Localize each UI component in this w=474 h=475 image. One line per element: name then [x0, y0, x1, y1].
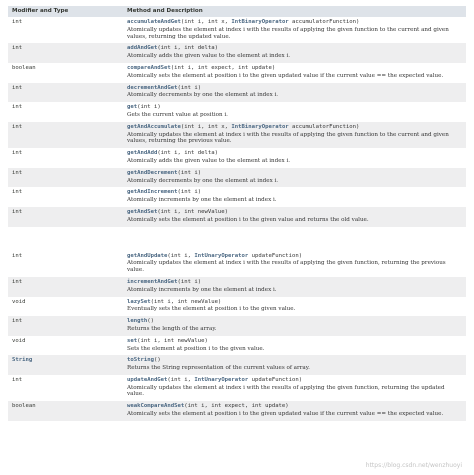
- method-cell: [123, 148, 466, 168]
- method-params: (int i, int expect, int update): [170, 64, 276, 71]
- return-type-cell: [8, 375, 123, 401]
- method-row: [8, 102, 466, 122]
- method-cell: [123, 122, 466, 148]
- method-name-link[interactable]: get: [127, 104, 138, 111]
- method-name-link[interactable]: getAndAccumulate: [127, 123, 181, 130]
- return-type: int: [12, 208, 23, 215]
- method-signature: [127, 104, 462, 111]
- method-signature: [127, 170, 462, 177]
- method-name-link[interactable]: getAndAdd: [127, 150, 158, 157]
- method-row: [8, 187, 466, 207]
- header-modifier-type: Modifier and Type: [8, 6, 123, 17]
- method-row: [8, 297, 466, 317]
- method-description: Atomically updates the element at index i with the results of applying the given function, returning the previous value.: [127, 260, 446, 274]
- method-description: Atomically adds the given value to the element at index i.: [127, 157, 291, 164]
- return-type: int: [12, 19, 23, 25]
- return-type-cell: [8, 207, 123, 227]
- return-type-cell: [8, 187, 123, 207]
- method-row: [8, 17, 466, 43]
- return-type-cell: [8, 122, 123, 148]
- method-description: Atomically sets the element at position i to the given updated value if the current value == the expected value.: [127, 411, 444, 418]
- return-type: int: [12, 189, 23, 196]
- method-cell: [123, 102, 466, 122]
- method-description: Atomically adds the given value to the element at index i.: [127, 53, 291, 60]
- method-params-rest: updateFunction): [248, 376, 303, 383]
- return-type-cell: [8, 316, 123, 336]
- method-cell: [123, 297, 466, 317]
- method-cell: [123, 277, 466, 297]
- return-type-cell: [8, 83, 123, 103]
- method-cell: [123, 168, 466, 188]
- return-type: int: [12, 84, 23, 91]
- method-name-link[interactable]: decrementAndGet: [127, 84, 178, 91]
- param-type-link[interactable]: IntUnaryOperator: [194, 252, 249, 259]
- method-cell: [123, 336, 466, 356]
- method-description: Eventually sets the element at position i to the given value.: [127, 306, 296, 313]
- method-signature: [127, 318, 462, 325]
- method-params: (int i, int delta): [157, 150, 218, 157]
- method-signature: [127, 124, 462, 131]
- method-row: [8, 83, 466, 103]
- method-signature: [127, 65, 462, 72]
- return-type-cell: [8, 355, 123, 375]
- method-description: Atomically increments by one the element at index i.: [127, 286, 277, 293]
- method-cell: [123, 227, 466, 277]
- method-name-link[interactable]: weakCompareAndSet: [127, 403, 185, 410]
- method-cell: [123, 355, 466, 375]
- method-row: [8, 375, 466, 401]
- method-params-rest: updateFunction): [248, 252, 303, 259]
- method-name-link[interactable]: updateAndGet: [127, 376, 168, 383]
- method-params: (int i): [177, 84, 202, 91]
- method-name-link[interactable]: set: [127, 337, 138, 344]
- method-name-link[interactable]: addAndGet: [127, 45, 158, 52]
- method-description: Atomically updates the element at index i with the results of applying the given function to the current and given values, returning the previous value.: [127, 131, 449, 145]
- return-type-cell: [8, 43, 123, 63]
- method-params: (int i): [177, 278, 202, 285]
- param-type-link[interactable]: IntUnaryOperator: [194, 376, 249, 383]
- method-params: (int i, int x,: [180, 123, 232, 130]
- method-name-link[interactable]: getAndDecrement: [127, 169, 178, 176]
- method-signature: [127, 209, 462, 216]
- return-type: int: [12, 45, 23, 52]
- method-signature: [127, 403, 462, 410]
- return-type-cell: [8, 401, 123, 421]
- return-type: int: [12, 123, 23, 130]
- return-type-cell: [8, 336, 123, 356]
- method-cell: [123, 63, 466, 83]
- method-description: Returns the length of the array.: [127, 325, 217, 332]
- return-type: int: [12, 252, 23, 259]
- method-params: (int i): [137, 104, 161, 111]
- method-signature: [127, 253, 462, 260]
- return-type: void: [12, 337, 26, 344]
- return-type: boolean: [12, 403, 36, 410]
- method-name-link[interactable]: getAndUpdate: [127, 252, 168, 259]
- param-type-link[interactable]: IntBinaryOperator: [231, 19, 289, 25]
- return-type-cell: [8, 227, 123, 277]
- return-type-cell: [8, 168, 123, 188]
- method-params: (int i): [177, 169, 202, 176]
- method-cell: [123, 17, 466, 43]
- method-summary-table: [8, 6, 466, 421]
- method-params: (int i, int newValue): [157, 208, 229, 215]
- method-row: [8, 336, 466, 356]
- method-cell: [123, 43, 466, 63]
- return-type-cell: [8, 148, 123, 168]
- method-row: [8, 168, 466, 188]
- method-params: (int i, int expect, int update): [184, 403, 289, 410]
- method-signature: [127, 279, 462, 286]
- method-row: [8, 148, 466, 168]
- method-description: Atomically decrements by one the element at index i.: [127, 177, 279, 184]
- param-type-link[interactable]: IntBinaryOperator: [231, 123, 289, 130]
- method-name-link[interactable]: getAndSet: [127, 208, 158, 215]
- method-params: (): [147, 318, 154, 325]
- method-description: Atomically decrements by one the element at index i.: [127, 92, 279, 99]
- method-cell: [123, 207, 466, 227]
- method-params-rest: accumulatorFunction): [288, 19, 360, 25]
- method-row: [8, 227, 466, 277]
- method-params: (int i, int delta): [157, 45, 218, 52]
- return-type-link[interactable]: String: [12, 357, 33, 364]
- return-type: int: [12, 278, 23, 285]
- method-params: (int i,: [167, 376, 195, 383]
- method-params: (): [153, 357, 161, 364]
- return-type-cell: [8, 102, 123, 122]
- method-params-rest: accumulatorFunction): [288, 123, 360, 130]
- method-params: (int i,: [167, 252, 195, 259]
- method-signature: [127, 338, 462, 345]
- method-signature: [127, 299, 462, 306]
- return-type: int: [12, 169, 23, 176]
- method-description: Atomically updates the element at index i with the results of applying the given function, returning the updated value.: [127, 384, 445, 398]
- method-signature: [127, 189, 462, 196]
- return-type-cell: [8, 63, 123, 83]
- return-type: int: [12, 104, 23, 111]
- method-cell: [123, 83, 466, 103]
- method-row: [8, 401, 466, 421]
- method-description: Atomically updates the element at index i with the results of applying the given function to the current and given values, returning the updated value.: [127, 26, 449, 40]
- method-signature: [127, 377, 462, 384]
- method-params: (int i, int x,: [180, 19, 232, 25]
- method-signature: [127, 357, 462, 364]
- method-cell: [123, 187, 466, 207]
- method-description: Gets the current value at position i.: [127, 111, 228, 118]
- method-signature: [127, 19, 462, 26]
- method-params: (int i, int newValue): [150, 298, 222, 305]
- method-params: (int i): [177, 189, 202, 196]
- return-type: int: [12, 150, 23, 157]
- method-signature: [127, 85, 462, 92]
- method-params: (int i, int newValue): [137, 337, 208, 344]
- method-name-link[interactable]: compareAndSet: [127, 64, 171, 71]
- watermark: https://blog.csdn.net/wenzhuoyi: [365, 462, 462, 469]
- return-type: void: [12, 298, 26, 305]
- method-description: Atomically sets the element at position i to the given updated value if the current value == the expected value.: [127, 72, 444, 79]
- method-row: [8, 277, 466, 297]
- return-type: int: [12, 376, 23, 383]
- method-name-link[interactable]: lazySet: [127, 298, 151, 305]
- method-cell: [123, 375, 466, 401]
- method-row: [8, 63, 466, 83]
- method-name-link[interactable]: getAndIncrement: [127, 189, 178, 196]
- method-row: [8, 355, 466, 375]
- header-method-description: Method and Description: [123, 6, 466, 17]
- return-type: boolean: [12, 64, 36, 71]
- method-row: [8, 316, 466, 336]
- method-cell: [123, 401, 466, 421]
- method-cell: [123, 316, 466, 336]
- table-header-row: [8, 6, 466, 17]
- method-description: Atomically sets the element at position i to the given value and returns the old value.: [127, 216, 369, 223]
- method-signature: [127, 150, 462, 157]
- method-row: [8, 207, 466, 227]
- method-row: [8, 43, 466, 63]
- return-type: int: [12, 318, 23, 325]
- method-row: [8, 122, 466, 148]
- return-type-cell: [8, 17, 123, 43]
- method-name-link[interactable]: toString: [127, 357, 154, 364]
- method-name-link[interactable]: length: [127, 318, 148, 325]
- method-name-link[interactable]: incrementAndGet: [127, 278, 178, 285]
- method-description: Returns the String representation of the current values of array.: [127, 365, 310, 372]
- return-type-cell: [8, 297, 123, 317]
- return-type-cell: [8, 277, 123, 297]
- method-name-link[interactable]: accumulateAndGet: [127, 19, 181, 25]
- method-signature: [127, 45, 462, 52]
- method-description: Atomically increments by one the element at index i.: [127, 197, 277, 204]
- method-description: Sets the element at position i to the given value.: [127, 345, 265, 352]
